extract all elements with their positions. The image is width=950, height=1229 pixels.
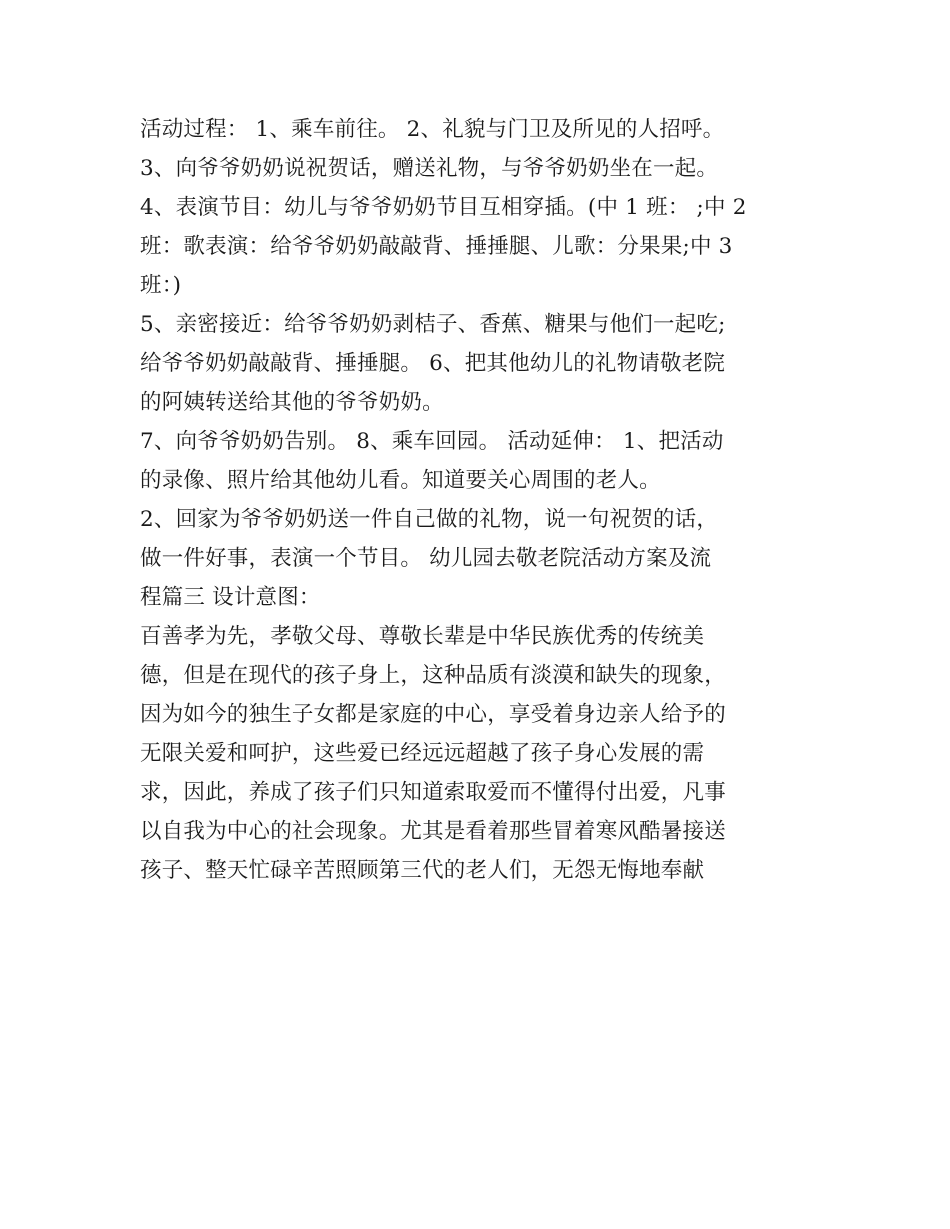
text-line: 因为如今的独生子女都是家庭的中心，享受着身边亲人给予的	[140, 702, 726, 727]
text-line: 给爷爷奶奶敲敲背、捶捶腿。 6、把其他幼儿的礼物请敬老院	[140, 351, 726, 376]
text-line: 的阿姨转送给其他的爷爷奶奶。	[140, 390, 444, 415]
text-line: 4、表演节目：幼儿与爷爷奶奶节目互相穿插。(中 1 班： ;中 2	[140, 195, 747, 220]
text-line: 班：歌表演：给爷爷奶奶敲敲背、捶捶腿、儿歌：分果果;中 3	[140, 234, 733, 259]
text-line: 2、回家为爷爷奶奶送一件自己做的礼物，说一句祝贺的话，	[140, 507, 719, 532]
text-line: 3、向爷爷奶奶说祝贺话，赠送礼物，与爷爷奶奶坐在一起。	[140, 156, 719, 181]
text-line: 程篇三 设计意图：	[140, 585, 321, 610]
text-line: 的录像、照片给其他幼儿看。知道要关心周围的老人。	[140, 468, 661, 493]
document-body	[140, 110, 820, 890]
text-line: 5、亲密接近：给爷爷奶奶剥桔子、香蕉、糖果与他们一起吃;	[140, 312, 726, 337]
text-line: 班：)	[140, 273, 182, 298]
text-line: 7、向爷爷奶奶告别。 8、乘车回园。 活动延伸： 1、把活动	[140, 429, 724, 454]
text-line: 以自我为中心的社会现象。尤其是看着那些冒着寒风酷暑接送	[140, 819, 726, 844]
text-line: 做一件好事，表演一个节目。 幼儿园去敬老院活动方案及流	[140, 546, 712, 571]
text-line: 无限关爱和呵护，这些爱已经远远超越了孩子身心发展的需	[140, 741, 705, 766]
text-line: 德，但是在现代的孩子身上，这种品质有淡漠和缺失的现象，	[140, 663, 726, 688]
text-line: 百善孝为先，孝敬父母、尊敬长辈是中华民族优秀的传统美	[140, 624, 705, 649]
text-line: 求，因此，养成了孩子们只知道索取爱而不懂得付出爱，凡事	[140, 780, 726, 805]
text-line: 活动过程： 1、乘车前往。 2、礼貌与门卫及所见的人招呼。	[140, 117, 725, 142]
text-line: 孩子、整天忙碌辛苦照顾第三代的老人们，无怨无悔地奉献	[140, 858, 705, 883]
